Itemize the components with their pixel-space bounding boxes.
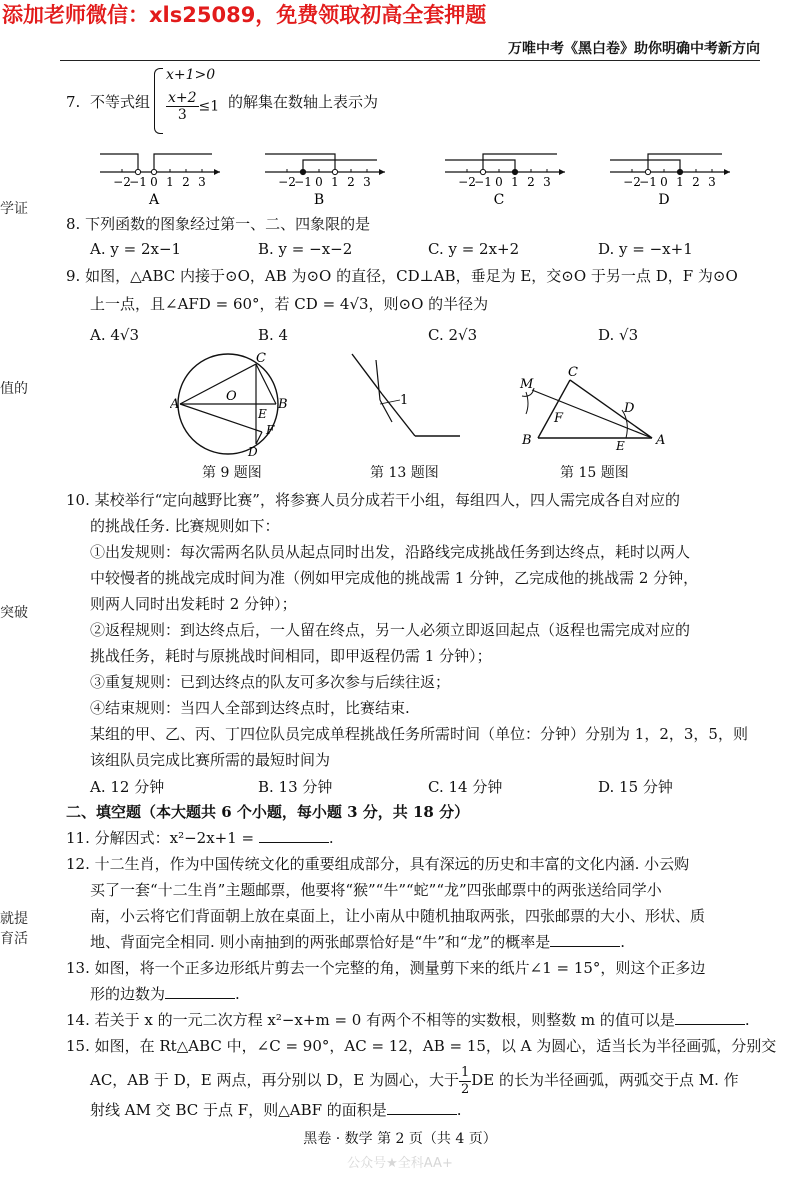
figure-15 — [519, 365, 665, 453]
q9-line-1: 9. 如图，△ABC 内接于⊙O，AB 为⊙O 的直径，CD⊥AB，垂足为 E，交⊙O 于另一点 D，F 为⊙O — [66, 267, 738, 285]
axis-arrow — [559, 169, 565, 175]
q10-line: ②返程规则：到达终点后，一人留在终点，另一人必须立即返回起点（返程也需完成对应的 — [90, 621, 691, 639]
q15-frac-num: 1 — [460, 1064, 470, 1080]
tick-label: 3 — [543, 175, 551, 189]
option-label[interactable]: A — [148, 192, 160, 208]
q7-rel: ≤1 — [198, 98, 220, 115]
endpoint-dot — [332, 169, 337, 174]
endpoint-dot — [135, 169, 140, 174]
q10-line: ④结束规则：当四人全部到达终点时，比赛结束. — [90, 699, 410, 717]
tick-label: 2 — [182, 175, 190, 189]
q10-line: ③重复规则：已到达终点的队友可多次参与后续往返； — [90, 673, 451, 691]
caption-fig15: 第 15 题图 — [560, 465, 629, 481]
q8-option-d[interactable]: D. y = −x+1 — [598, 240, 693, 258]
tick-label: −2 — [278, 175, 296, 189]
tick-label: 3 — [363, 175, 371, 189]
tick-label: 1 — [511, 175, 519, 189]
q10-line: 该组队员完成比赛所需的最短时间为 — [90, 751, 331, 769]
tick-label: −1 — [129, 175, 147, 189]
tick-label: 0 — [660, 175, 668, 189]
figure-9 — [170, 352, 288, 459]
q13-stem-end: 形的边数为 — [90, 985, 166, 1003]
endpoint-dot — [645, 169, 650, 174]
number-line-d — [610, 154, 730, 208]
q12-last-line — [90, 932, 625, 952]
option-label[interactable]: D — [658, 192, 670, 208]
q10-line: 中较慢者的挑战完成时间为准（例如甲完成他的挑战需 1 分钟，乙完成他的挑战需 2 分钟， — [90, 569, 699, 587]
q14-answer-blank[interactable] — [675, 1010, 745, 1025]
label-a: A — [656, 433, 666, 448]
label-d: D — [248, 445, 258, 459]
q10-line: 则两人同时出发耗时 2 分钟）； — [90, 595, 297, 613]
tick-label: 3 — [708, 175, 716, 189]
label-c: C — [256, 352, 266, 366]
label-o: O — [226, 389, 237, 404]
solution-ray — [265, 154, 335, 172]
q7-inequality-2 — [166, 90, 219, 123]
margin-note: 突破 — [0, 605, 28, 621]
label-b: B — [278, 397, 288, 412]
q7-number: 7. — [66, 93, 81, 111]
q11-answer-blank[interactable] — [259, 828, 329, 843]
q8-stem: 8. 下列函数的图象经过第一、二、四象限的是 — [66, 215, 371, 233]
q15-end: . — [456, 1101, 462, 1119]
watermark: 公众号★全科AA+ — [347, 1156, 453, 1171]
q10-line: 10. 某校举行“定向越野比赛”，将参赛人员分成若干小组，每组四人，四人需完成各自对应的 — [66, 491, 680, 509]
q12-line: 南，小云将它们背面朝上放在桌面上，让小南从中随机抽取两张，四张邮票的大小、形状、质 — [90, 907, 706, 925]
q13-line-1: 13. 如图，将一个正多边形纸片剪去一个完整的角，测量剪下来的纸片∠1 = 15°，则这个正多边 — [66, 959, 706, 977]
q15-frac-den: 2 — [460, 1081, 470, 1097]
q9-option-a[interactable]: A. 4√3 — [90, 326, 140, 344]
tick-label: −2 — [113, 175, 131, 189]
endpoint-dot — [151, 169, 156, 174]
q10-option-a[interactable]: A. 12 分钟 — [90, 778, 165, 796]
tick-label: −2 — [458, 175, 476, 189]
tick-label: 0 — [315, 175, 323, 189]
label-b: B — [522, 433, 532, 448]
q12-stem-end: 地、背面完全相同. 则小南抽到的两张邮票恰好是“牛”和“龙”的概率是 — [90, 933, 551, 951]
q9-option-d[interactable]: D. √3 — [598, 326, 639, 344]
q13-end: . — [235, 985, 240, 1003]
number-line-b — [265, 154, 385, 208]
tick-label: 2 — [692, 175, 700, 189]
endpoint-dot — [677, 169, 682, 174]
label-c: C — [568, 365, 578, 380]
q15-line2-pre: AC，AB 于 D，E 两点，再分别以 D，E 为圆心，大于 — [90, 1071, 459, 1089]
endpoint-dot — [300, 169, 305, 174]
q14-end: . — [744, 1011, 750, 1029]
q13-answer-blank[interactable] — [165, 984, 235, 999]
solution-ray — [445, 160, 515, 172]
option-label[interactable]: B — [313, 192, 325, 208]
solution-ray — [154, 154, 212, 172]
q10-line: 的挑战任务. 比赛规则如下： — [90, 517, 280, 535]
axis-arrow — [379, 169, 385, 175]
figure-13 — [352, 354, 460, 436]
caption-fig13: 第 13 题图 — [370, 465, 439, 481]
q12-line: 12. 十二生肖，作为中国传统文化的重要组成部分，具有深远的历史和丰富的文化内涵. 小云购 — [66, 855, 690, 873]
q7-inequality-1: x+1>0 — [166, 67, 216, 83]
tick-label: −2 — [623, 175, 641, 189]
q9-option-c[interactable]: C. 2√3 — [428, 326, 478, 344]
solution-ray — [303, 160, 377, 172]
q10-option-d[interactable]: D. 15 分钟 — [598, 778, 673, 796]
q12-end: . — [620, 933, 625, 951]
q12-line: 买了一套“十二生肖”主题邮票，他要将“猴”“牛”“蛇”“龙”四张邮票中的两张送给同学小 — [90, 881, 662, 899]
q7-brace — [154, 68, 163, 134]
q13-line-2 — [90, 984, 240, 1004]
label-f: F — [554, 411, 564, 426]
label-e: E — [258, 407, 267, 421]
q10-line: 某组的甲、乙、丙、丁四位队员完成单程挑战任务所需时间（单位：分钟）分别为 1，2，3，5，则 — [90, 725, 748, 743]
figures-row — [170, 352, 670, 464]
solution-ray — [610, 160, 680, 172]
tick-label: 3 — [198, 175, 206, 189]
tick-label: 1 — [331, 175, 339, 189]
q10-line: 挑战任务，耗时与原挑战时间相同，即甲返程仍需 1 分钟）； — [90, 647, 492, 665]
q11-end: . — [328, 829, 334, 847]
q15-line-2 — [90, 1064, 739, 1098]
option-label[interactable]: C — [493, 192, 505, 208]
q9-option-b[interactable]: B. 4 — [258, 326, 289, 344]
q7-pre: 不等式组 — [90, 93, 151, 111]
q15-line-3 — [90, 1100, 462, 1120]
page-footer: 黑卷 · 数学 第 2 页（共 4 页） — [303, 1131, 497, 1147]
caption-fig9: 第 9 题图 — [202, 465, 262, 481]
solution-ray — [648, 154, 722, 172]
tick-label: −1 — [294, 175, 312, 189]
number-line-c — [445, 154, 565, 208]
q10-line: ①出发规则：每次需两名队员从起点同时出发，沿路线完成挑战任务到达终点，耗时以两人 — [90, 543, 691, 561]
solution-ray — [100, 154, 138, 172]
series-header: 万唯中考《黑白卷》助你明确中考新方向 — [508, 41, 760, 57]
q8-option-a[interactable]: A. y = 2x−1 — [90, 240, 182, 258]
q10-option-b[interactable]: B. 13 分钟 — [258, 778, 333, 796]
q11-text — [66, 828, 334, 848]
q7-number-lines — [90, 136, 750, 208]
q8-option-c[interactable]: C. y = 2x+2 — [428, 240, 520, 258]
margin-note: 学证 — [0, 201, 28, 217]
tick-label: 0 — [150, 175, 158, 189]
q9-line-2: 上一点，且∠AFD = 60°，若 CD = 4√3，则⊙O 的半径为 — [90, 295, 489, 313]
q11-stem: 11. 分解因式：x²−2x+1 = — [66, 829, 255, 847]
label-d: D — [624, 401, 635, 416]
q14-stem: 14. 若关于 x 的一元二次方程 x²−x+m = 0 有两个不相等的实数根，则整数 m 的值可以是 — [66, 1011, 675, 1029]
promo-banner: 添加老师微信：xls25089，免费领取初高全套押题 — [2, 3, 487, 27]
margin-note: 值的 — [0, 381, 28, 397]
q10-option-c[interactable]: C. 14 分钟 — [428, 778, 503, 796]
label-a: A — [170, 397, 180, 412]
tick-label: 0 — [495, 175, 503, 189]
tick-label: 2 — [527, 175, 535, 189]
q7-post: 的解集在数轴上表示为 — [228, 93, 379, 111]
angle-1-label: 1 — [400, 393, 409, 408]
q14-line — [66, 1010, 750, 1030]
section-2-heading: 二、填空题（本大题共 6 个小题，每小题 3 分，共 18 分） — [66, 803, 470, 821]
q15-line2-post: DE 的长为半径画弧，两弧交于点 M. 作 — [471, 1071, 739, 1089]
q12-answer-blank[interactable] — [550, 932, 620, 947]
tick-label: −1 — [474, 175, 492, 189]
label-m: M — [520, 377, 534, 392]
tick-label: 2 — [347, 175, 355, 189]
label-e: E — [616, 439, 625, 453]
label-f: F — [266, 423, 275, 437]
endpoint-dot — [512, 169, 517, 174]
margin-note: 育活 — [0, 931, 28, 947]
q15-stem-end: 射线 AM 交 BC 于点 F，则△ABF 的面积是 — [90, 1101, 387, 1119]
axis-arrow — [214, 169, 220, 175]
q7-frac-den: 3 — [177, 107, 187, 123]
axis-arrow — [724, 169, 730, 175]
header-rule — [60, 60, 760, 61]
q7-frac-num: x+2 — [168, 90, 197, 106]
solution-ray — [483, 154, 557, 172]
number-line-a — [100, 154, 220, 208]
tick-label: 1 — [166, 175, 174, 189]
tick-label: −1 — [639, 175, 657, 189]
q15-answer-blank[interactable] — [387, 1100, 457, 1115]
tick-label: 1 — [676, 175, 684, 189]
q15-line-1: 15. 如图，在 Rt△ABC 中，∠C = 90°，AC = 12，AB = 15，以 A 为圆心，适当长为半径画弧，分别交 — [66, 1037, 777, 1055]
margin-note: 就提 — [0, 911, 28, 927]
q8-option-b[interactable]: B. y = −x−2 — [258, 240, 353, 258]
endpoint-dot — [480, 169, 485, 174]
